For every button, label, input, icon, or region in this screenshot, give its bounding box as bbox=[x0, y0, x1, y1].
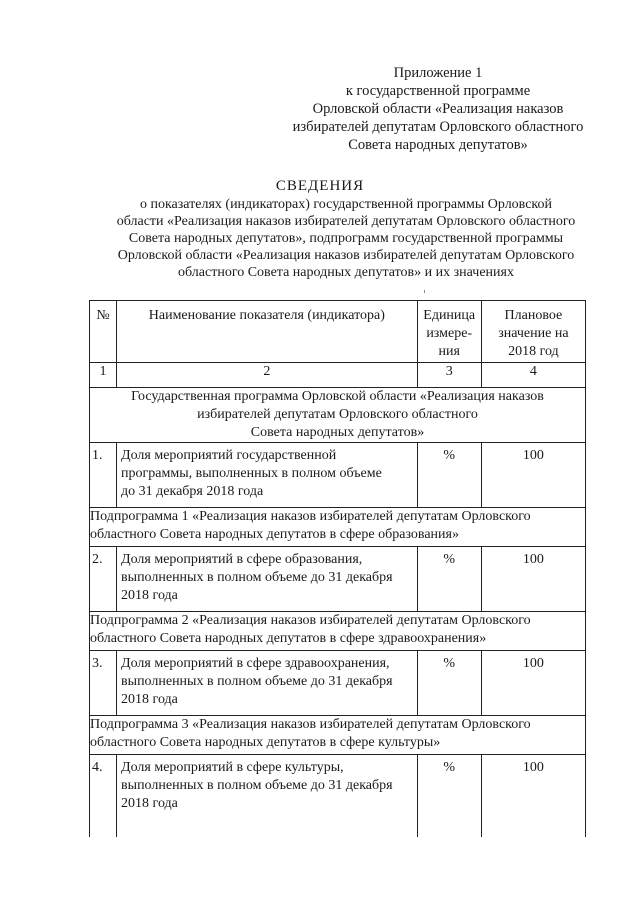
indicators-table bbox=[89, 300, 586, 837]
row-number: 3. bbox=[90, 651, 117, 716]
column-numbers-row bbox=[90, 363, 586, 388]
subprogram-title-row bbox=[90, 716, 586, 755]
indicator-unit: % bbox=[417, 651, 481, 716]
appendix-line: Орловской области «Реализация наказов bbox=[312, 101, 564, 117]
subtitle-line: областного Совета народных депутатов» и их значениях bbox=[178, 265, 514, 280]
program-title-row bbox=[90, 388, 586, 443]
indicator-value: 100 bbox=[481, 755, 585, 838]
indicator-name: Доля мероприятий в сфере культуры, выполненных в полном объеме до 31 декабря 2018 года bbox=[117, 755, 418, 838]
column-number: 4 bbox=[481, 363, 585, 388]
subtitle-line: о показателях (индикаторах) государственной программы Орловской bbox=[139, 197, 553, 212]
row-number: 2. bbox=[90, 547, 117, 612]
subprogram-title-row bbox=[90, 508, 586, 547]
column-number: 2 bbox=[117, 363, 418, 388]
indicator-name: Доля мероприятий в сфере образования, выполненных в полном объеме до 31 декабря 2018 года bbox=[117, 547, 418, 612]
header-name: Наименование показателя (индикатора) bbox=[117, 301, 418, 363]
subtitle-line: Орловской области «Реализация наказов избирателей депутатам Орловского bbox=[117, 248, 575, 263]
header-unit: Единица измере- ния bbox=[417, 301, 481, 363]
table-row bbox=[90, 443, 586, 508]
indicator-unit: % bbox=[417, 547, 481, 612]
subprogram-title: Подпрограмма 1 «Реализация наказов избирателей депутатам Орловского областного Совета народных депутатов в сфере образования» bbox=[90, 508, 586, 547]
indicator-name: Доля мероприятий государственной программы, выполненных в полном объеме до 31 декабря 2018 года bbox=[117, 443, 418, 508]
subprogram-title-row bbox=[90, 612, 586, 651]
indicator-value: 100 bbox=[481, 547, 585, 612]
table-row bbox=[90, 755, 586, 838]
subtitle-line: области «Реализация наказов избирателей депутатам Орловского областного bbox=[116, 214, 576, 229]
subtitle-line: Совета народных депутатов», подпрограмм государственной программы bbox=[128, 231, 564, 246]
program-title: Государственная программа Орловской области «Реализация наказов избирателей депутатам Орловского областного Совета народных депутатов» bbox=[90, 388, 586, 443]
appendix-note bbox=[280, 64, 596, 154]
document-subtitle bbox=[88, 196, 604, 281]
document-title: СВЕДЕНИЯ bbox=[275, 178, 365, 194]
header-num: № bbox=[90, 301, 117, 363]
indicator-value: 100 bbox=[481, 443, 585, 508]
table-header-row bbox=[90, 301, 586, 363]
appendix-line: избирателей депутатам Орловского областного bbox=[292, 119, 584, 135]
subprogram-title: Подпрограмма 2 «Реализация наказов избирателей депутатам Орловского областного Совета народных депутатов в сфере здравоохранения» bbox=[90, 612, 586, 651]
appendix-line: Приложение 1 bbox=[393, 65, 483, 81]
indicator-unit: % bbox=[417, 755, 481, 838]
appendix-line: к государственной программе bbox=[345, 83, 531, 99]
appendix-line: Совета народных депутатов» bbox=[348, 137, 528, 153]
column-number: 3 bbox=[417, 363, 481, 388]
indicator-name: Доля мероприятий в сфере здравоохранения, выполненных в полном объеме до 31 декабря 2018 года bbox=[117, 651, 418, 716]
scan-mark bbox=[424, 290, 425, 293]
column-number: 1 bbox=[90, 363, 117, 388]
row-number: 1. bbox=[90, 443, 117, 508]
table-row bbox=[90, 651, 586, 716]
table-row bbox=[90, 547, 586, 612]
indicator-value: 100 bbox=[481, 651, 585, 716]
subprogram-title: Подпрограмма 3 «Реализация наказов избирателей депутатам Орловского областного Совета народных депутатов в сфере культуры» bbox=[90, 716, 586, 755]
indicator-unit: % bbox=[417, 443, 481, 508]
header-value: Плановое значение на 2018 год bbox=[481, 301, 585, 363]
row-number: 4. bbox=[90, 755, 117, 838]
